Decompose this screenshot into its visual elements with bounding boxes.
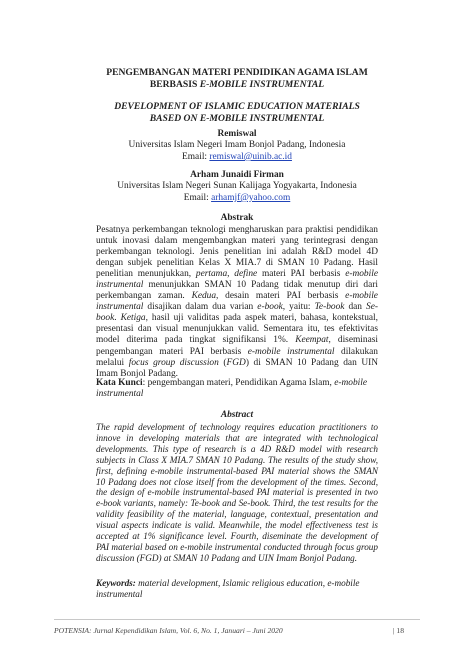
- footer-divider: [54, 619, 420, 620]
- keywords-text: material development, Islamic religious education, e-mobile instrumental: [96, 578, 360, 599]
- page-number: | 18: [393, 626, 405, 635]
- email-label: Email:: [182, 151, 210, 162]
- kata-kunci-label: Kata Kunci: [96, 378, 143, 388]
- author-email-link[interactable]: arhamjf@yahoo.com: [211, 192, 291, 203]
- author-affiliation: Universitas Islam Negeri Sunan Kalijaga Yogyakarta, Indonesia: [117, 181, 357, 192]
- author-name: Arham Junaidi Firman: [190, 170, 284, 180]
- author-block-1: [60, 129, 414, 163]
- author-email-line: [60, 152, 414, 163]
- author-name: Remiswal: [217, 129, 257, 139]
- abstract-heading: Abstract: [220, 410, 254, 420]
- kata-kunci-text: : pengembangan materi, Pendidikan Agama Islam,: [142, 378, 335, 388]
- email-label: Email:: [183, 192, 212, 203]
- english-title: [80, 101, 394, 124]
- author-email-link[interactable]: remiswal@uinib.ac.id: [209, 151, 292, 162]
- abstrak-body: Pesatnya perkembangan teknologi mengharuskan para praktisi pendidikan untuk inovasi dalam mengembangkan materi yang terintegrasi dengan perkembangan teknologi. Jenis penelitian ini adalah R&D model 4D dengan subjek penelitian Kelas X MIA.7 di SMAN 10 Padang. Hasil penelitian menunjukkan, pertama, define materi PAI berbasis e-mobile instrumental menunjukkan SMAN 10 Padang tidak menutup diri dari perkembangan zaman. Kedua, desain materi PAI berbasis e-mobile instrumental disajikan dalam dua varian e-book, yaitu: Te-book dan Se-book. Ketiga, hasil uji validitas pada aspek materi, bahasa, kontekstual, presentasi dan visual menunjukkan valid. Sementara itu, tes efektivitas model diterima pada tingkat signifikansi 1%. Keempat, diseminasi pengembangan materi PAI berbasis e-mobile instrumental dilakukan melalui focus group discussion (FGD) di SMAN 10 Padang dan UIN Imam Bonjol Padang.: [96, 225, 379, 379]
- title-line-2: [80, 79, 394, 91]
- author-email-line: [60, 193, 414, 204]
- kata-kunci-italic: e-mobile instrumental: [96, 378, 368, 400]
- title-line-2-plain: BERBASIS: [149, 78, 200, 90]
- author-block-2: [60, 170, 414, 204]
- title-line-2-italic: E-MOBILE INSTRUMENTAL: [199, 78, 325, 90]
- english-title-line-1: DEVELOPMENT OF ISLAMIC EDUCATION MATERIALS: [114, 101, 360, 112]
- paper-title: [80, 67, 394, 90]
- author-affiliation: Universitas Islam Negeri Imam Bonjol Padang, Indonesia: [128, 140, 346, 151]
- english-title-line-2: BASED ON E-MOBILE INSTRUMENTAL: [149, 112, 325, 124]
- title-line-1: PENGEMBANGAN MATERI PENDIDIKAN AGAMA ISLAM: [106, 67, 368, 78]
- kata-kunci: [96, 378, 378, 400]
- abstract-body: The rapid development of technology requires education practitioners to innove in developing materials that are integrated with technological developments. This type of research is a 4D R&D model with research subjects in Class X MIA.7 SMAN 10 Padang. The results of the study show, first, defining e-mobile instrumental-based PAI material shows the SMAN 10 Padang does not close itself from the development of the times. Second, the design of e-mobile instrumental-based PAI material is presented in two e-book variants, namely: Te-book and Se-book. Third, the test results for the validity feasibility of the material, language, contextual, presentation and visual aspects indicate is valid. Meanwhile, the model effectiveness test is accepted at 1% significance level. Fourth, diseminate the development of PAI material based on e-mobile instrumental conducted through focus group discussion (FGD) at SMAN 10 Padang and UIN Imam Bonjol Padang.: [96, 422, 378, 563]
- keywords: [96, 578, 378, 600]
- journal-footer: POTENSIA: Jurnal Kependidikan Islam, Vol. 6, No. 1, Januari – Juni 2020: [54, 626, 283, 635]
- abstrak-heading: Abstrak: [220, 213, 254, 223]
- keywords-label: Keywords:: [96, 578, 136, 588]
